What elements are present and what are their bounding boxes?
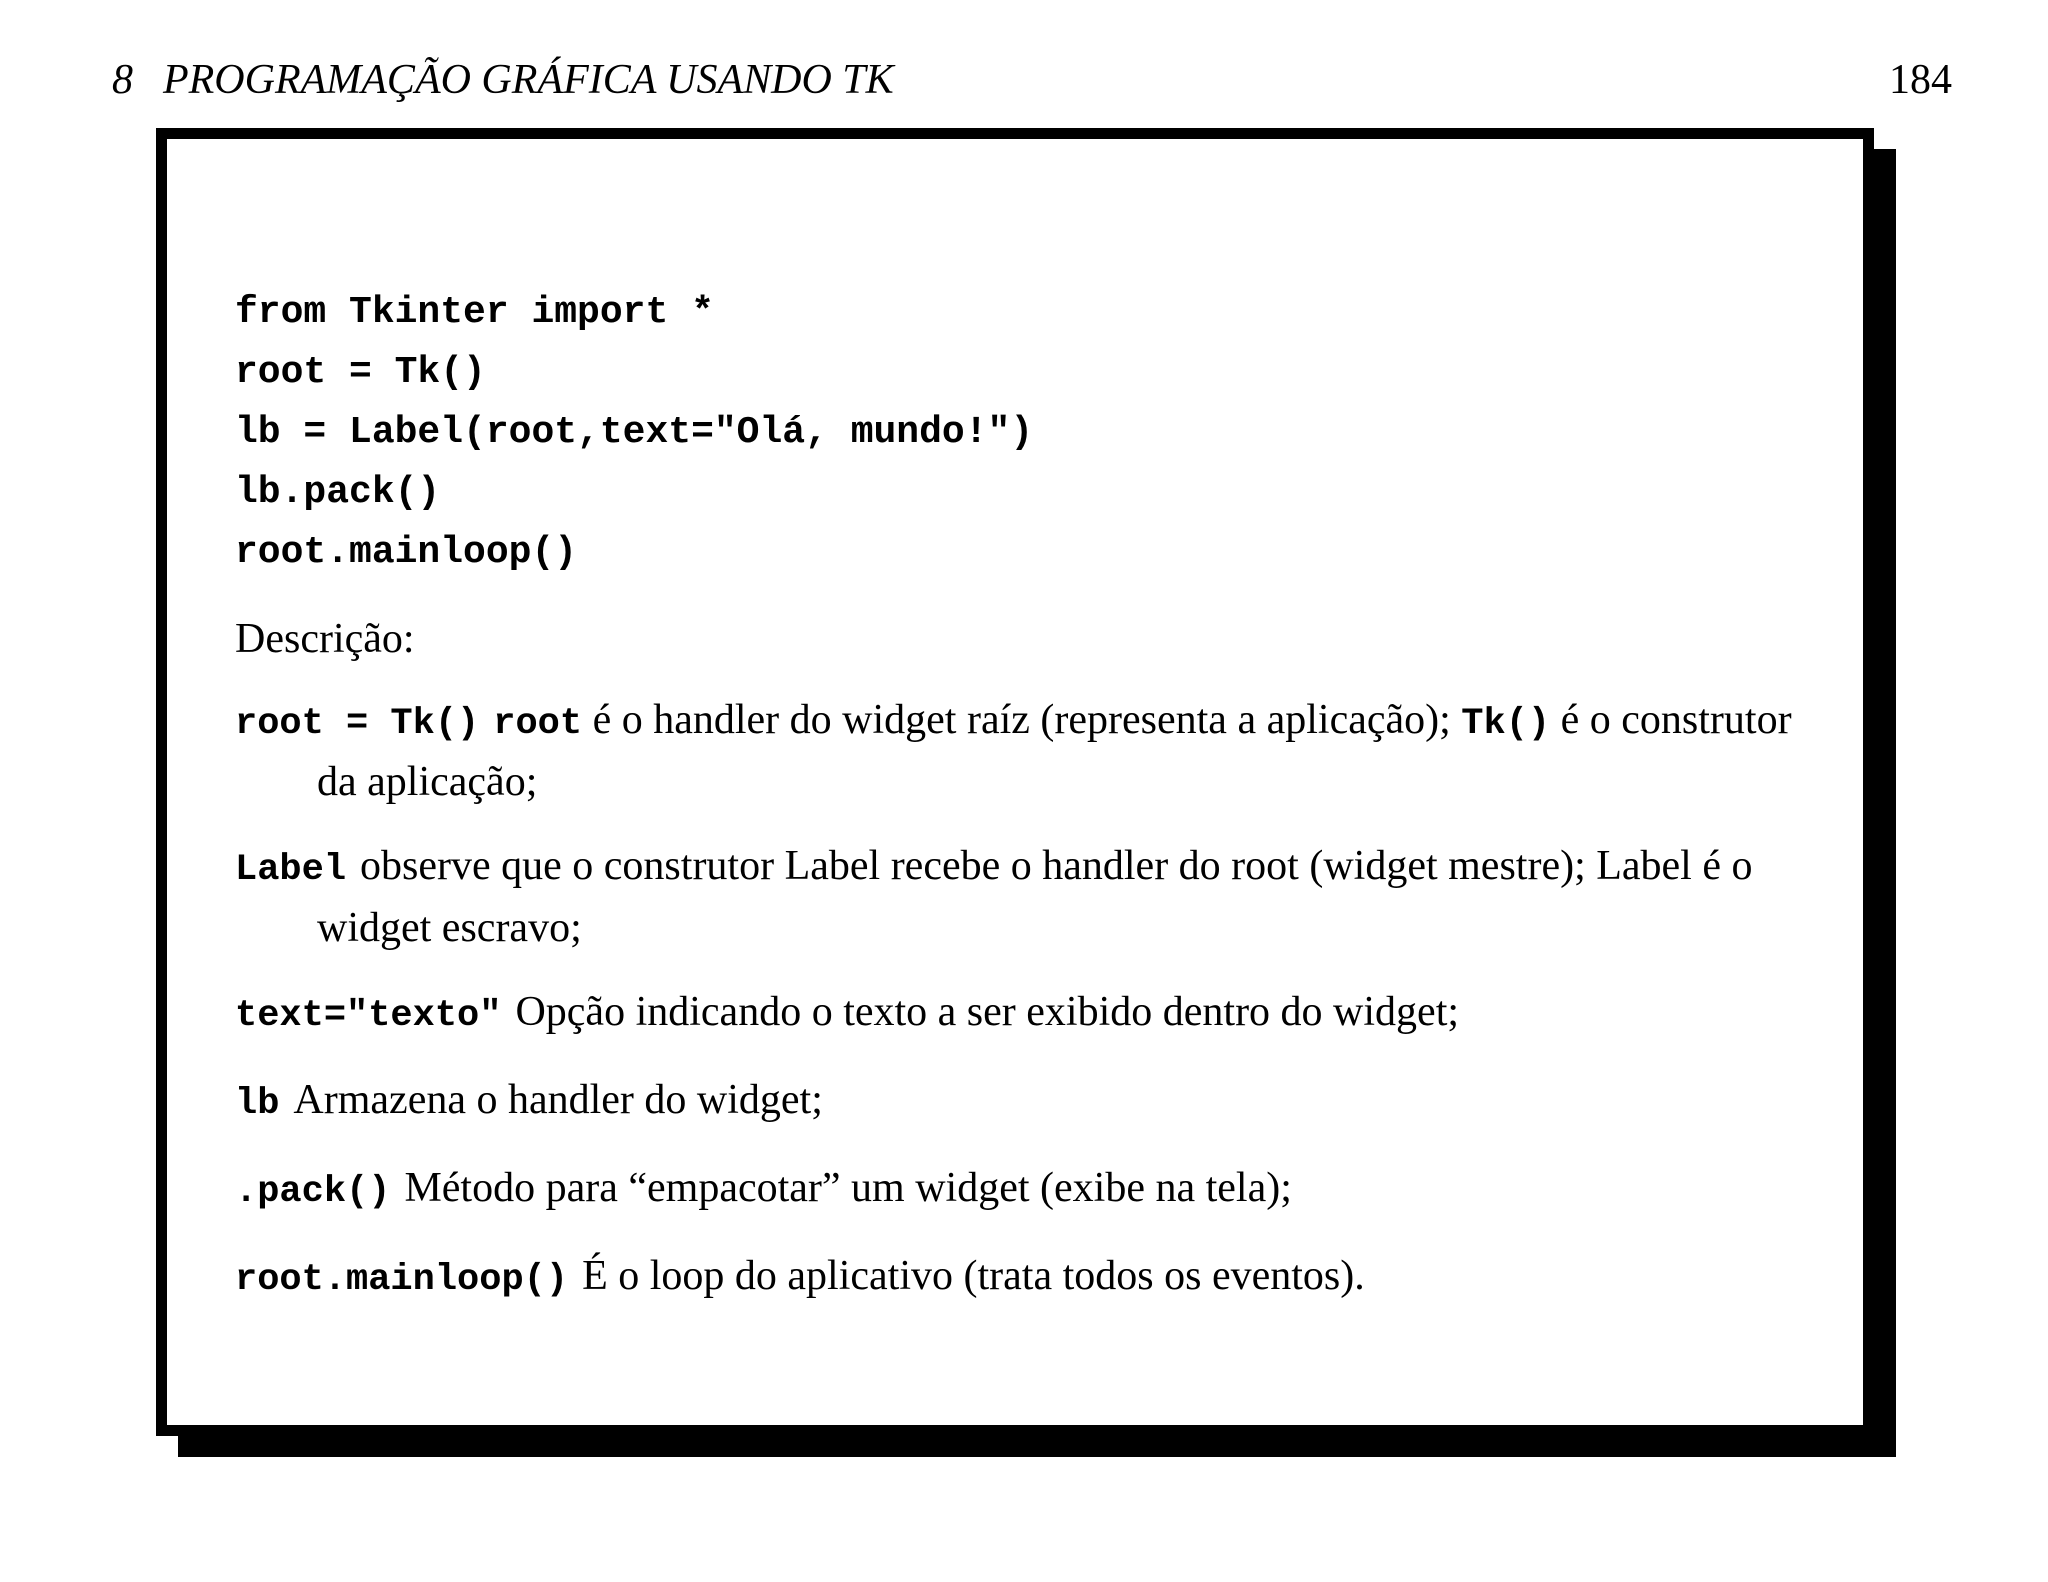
definition-term: Label — [235, 849, 347, 891]
chapter-number: 8 — [112, 57, 133, 103]
definition-text: Método para “empacotar” um widget (exibe na tela); — [404, 1165, 1292, 1211]
definition-text: é o handler do widget raíz (representa a aplicação); — [582, 697, 1462, 743]
definition-text: é o construtor da aplicação; — [317, 697, 1792, 805]
code-frame — [156, 128, 1874, 1436]
definition-text: observe que o construtor Label recebe o handler do root (widget mestre); Label é o widget escravo; — [317, 843, 1753, 951]
inline-code: root — [493, 703, 583, 745]
definition-item — [235, 1159, 1795, 1221]
definition-item — [235, 1247, 1795, 1309]
definition-item — [235, 691, 1795, 811]
page-number: 184 — [1889, 57, 1952, 103]
code-line: root = Tk() — [235, 351, 486, 394]
definition-text: É o loop do aplicativo (trata todos os eventos). — [582, 1253, 1365, 1299]
code-line: lb.pack() — [235, 471, 441, 514]
code-line: lb = Label(root,text="Olá, mundo!") — [235, 411, 1034, 454]
code-block — [235, 283, 1033, 583]
code-line: root.mainloop() — [235, 531, 578, 574]
running-title — [112, 52, 894, 108]
definition-term: text="texto" — [235, 995, 502, 1037]
definition-item — [235, 837, 1795, 957]
definition-term: root = Tk() — [235, 703, 480, 745]
definition-term: root.mainloop() — [235, 1259, 569, 1301]
definition-term: .pack() — [235, 1171, 391, 1213]
definition-text: Opção indicando o texto a ser exibido dentro do widget; — [515, 989, 1460, 1035]
definition-item — [235, 1071, 1795, 1133]
description-title: Descrição: — [235, 616, 415, 662]
definition-text: Armazena o handler do widget; — [293, 1077, 823, 1123]
inline-code: Tk() — [1461, 703, 1551, 745]
code-line: from Tkinter import * — [235, 291, 714, 334]
page-header — [112, 52, 1952, 108]
chapter-title: PROGRAMAÇÃO GRÁFICA USANDO TK — [163, 57, 894, 103]
definition-item — [235, 983, 1795, 1045]
definition-list — [235, 691, 1795, 1335]
definition-term: lb — [235, 1083, 280, 1125]
